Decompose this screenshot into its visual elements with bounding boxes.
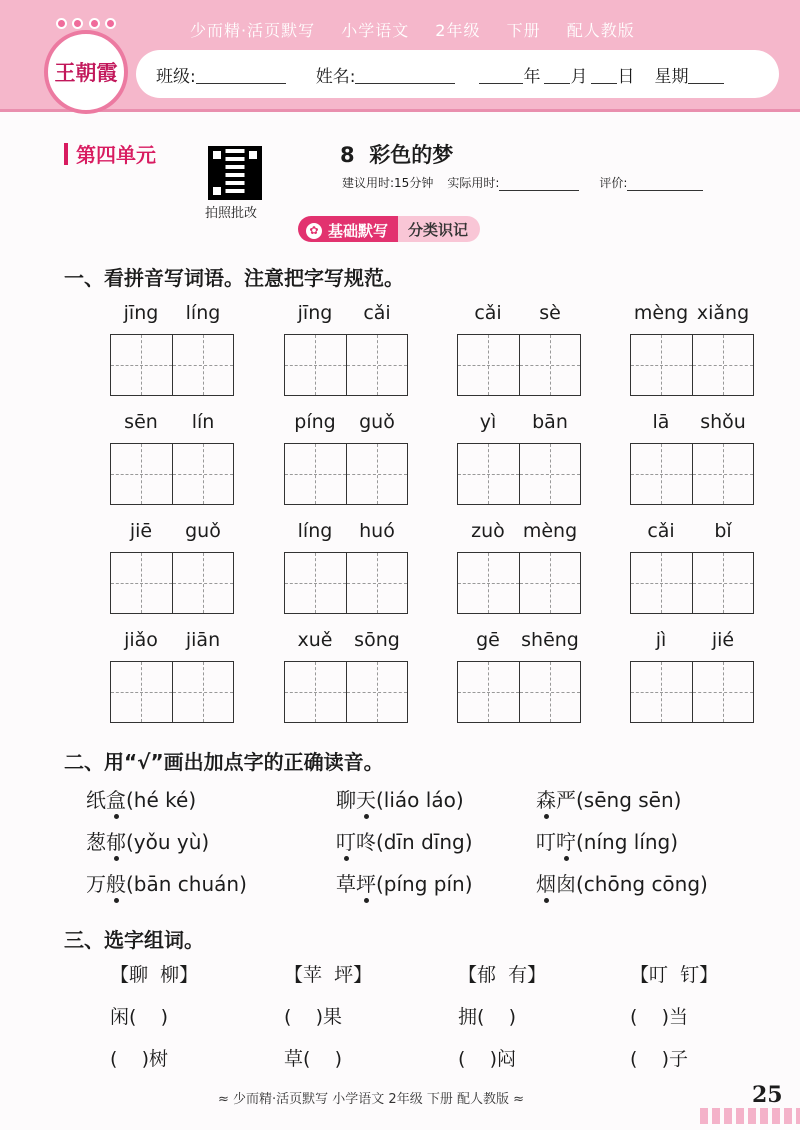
- dotted-character: 森: [536, 784, 556, 813]
- writing-grid: [630, 552, 754, 614]
- tianzige-cell[interactable]: [111, 553, 172, 613]
- pinyin-label: [630, 302, 754, 328]
- dotted-character: 天: [356, 784, 376, 813]
- pinyin-label: [630, 411, 754, 437]
- fill-blank-phrase[interactable]: ( )当: [630, 1006, 688, 1028]
- tianzige-cell[interactable]: [519, 662, 580, 722]
- pinyin-options: (yǒu yù): [126, 830, 210, 854]
- pinyin-label: [284, 411, 408, 437]
- writing-grid: [110, 334, 234, 396]
- tianzige-cell[interactable]: [458, 662, 519, 722]
- tianzige-cell[interactable]: [631, 444, 692, 504]
- tianzige-cell[interactable]: [346, 335, 407, 395]
- tianzige-cell[interactable]: [631, 662, 692, 722]
- word-character: 聊: [336, 788, 356, 812]
- pinyin-syllable: sè: [539, 302, 561, 324]
- month-field[interactable]: [544, 64, 570, 84]
- q2-item[interactable]: [336, 784, 536, 813]
- suggested-time: 建议用时:15分钟: [342, 176, 434, 190]
- time-row: [342, 174, 703, 191]
- writing-grid: [284, 552, 408, 614]
- dotted-character: 盒: [106, 784, 126, 813]
- pinyin-syllable: shǒu: [700, 411, 746, 433]
- pinyin-options: (chōng cōng): [576, 872, 708, 896]
- pinyin-label: [630, 629, 754, 655]
- tianzige-cell[interactable]: [285, 335, 346, 395]
- tianzige-cell[interactable]: [519, 335, 580, 395]
- tianzige-cell[interactable]: [172, 444, 233, 504]
- tianzige-cell[interactable]: [172, 662, 233, 722]
- tianzige-cell[interactable]: [519, 553, 580, 613]
- q2-row: [86, 868, 708, 897]
- unit-title: 第四单元: [64, 139, 156, 168]
- pinyin-options: (hé ké): [126, 788, 197, 812]
- writing-grid: [284, 443, 408, 505]
- pinyin-syllable: jiǎo: [124, 629, 158, 651]
- fill-blank-phrase[interactable]: ( )闷: [458, 1048, 516, 1070]
- pinyin-syllable: bān: [532, 411, 568, 433]
- pinyin-syllable: líng: [185, 302, 221, 324]
- pinyin-word-block: [630, 302, 754, 396]
- day-label: 日: [617, 66, 635, 87]
- actual-time-field[interactable]: [499, 177, 579, 191]
- pinyin-word-block: [630, 411, 754, 505]
- word-character: 叮: [536, 830, 556, 854]
- tianzige-cell[interactable]: [458, 444, 519, 504]
- pinyin-word-block: [457, 629, 581, 723]
- writing-grid: [630, 661, 754, 723]
- dotted-character: 叮: [336, 826, 356, 855]
- actual-time-label: 实际用时:: [447, 176, 500, 190]
- pinyin-label: [284, 302, 408, 328]
- subject: 小学语文: [341, 21, 410, 40]
- pinyin-word-block: [110, 411, 234, 505]
- pinyin-syllable: líng: [297, 520, 333, 542]
- writing-grid: [110, 552, 234, 614]
- pinyin-word-block: [110, 629, 234, 723]
- week-label: 星期: [654, 66, 689, 87]
- pinyin-label: [457, 302, 581, 328]
- section-tag-sub: 分类识记: [398, 216, 480, 242]
- pinyin-word-block: [284, 629, 408, 723]
- writing-grid: [457, 334, 581, 396]
- writing-grid: [457, 661, 581, 723]
- pinyin-label: [630, 520, 754, 546]
- class-label: 班级:: [156, 66, 196, 87]
- lesson-title: [340, 139, 453, 169]
- pinyin-word-block: [110, 520, 234, 614]
- word-character: 万: [86, 872, 106, 896]
- qr-code-icon[interactable]: [208, 146, 262, 200]
- name-label: 姓名:: [315, 66, 356, 87]
- dotted-character: 咛: [556, 826, 576, 855]
- pinyin-word-block: [284, 302, 408, 396]
- tianzige-cell[interactable]: [458, 553, 519, 613]
- section-tag-main: 基础默写: [328, 222, 389, 240]
- tianzige-cell[interactable]: [285, 662, 346, 722]
- pinyin-syllable: jié: [711, 629, 735, 651]
- year-field[interactable]: [479, 64, 523, 84]
- pinyin-label: [284, 520, 408, 546]
- q2-item[interactable]: [86, 784, 336, 813]
- tianzige-cell[interactable]: [111, 335, 172, 395]
- q2-item[interactable]: [536, 826, 678, 855]
- q3-group: [284, 958, 372, 1084]
- pinyin-syllable: lín: [191, 411, 215, 433]
- fill-blank-phrase[interactable]: ( )树: [110, 1048, 168, 1070]
- series-title: 少而精·活页默写: [190, 21, 316, 40]
- footer-wave-decoration: [700, 1108, 800, 1124]
- fill-blank-phrase[interactable]: 草( ): [284, 1048, 342, 1070]
- footer: [0, 1076, 800, 1130]
- pinyin-syllable: sōng: [354, 629, 400, 651]
- pinyin-options: (píng pín): [376, 872, 473, 896]
- pinyin-word-block: [457, 411, 581, 505]
- tianzige-cell[interactable]: [111, 662, 172, 722]
- pinyin-syllable: jì: [655, 629, 667, 651]
- tianzige-cell[interactable]: [346, 553, 407, 613]
- pinyin-syllable: zuò: [471, 520, 505, 542]
- rating-field[interactable]: [627, 177, 703, 191]
- writing-grid: [457, 443, 581, 505]
- header-series-line: [190, 18, 750, 42]
- q2-item[interactable]: [336, 826, 536, 855]
- tianzige-cell[interactable]: [631, 335, 692, 395]
- char-choices: 【苹 坪】: [284, 964, 373, 986]
- pinyin-syllable: lā: [652, 411, 670, 433]
- writing-grid: [457, 552, 581, 614]
- month-label: 月: [570, 66, 588, 87]
- term: 下册: [506, 21, 541, 40]
- pinyin-syllable: jīng: [297, 302, 333, 324]
- tianzige-cell[interactable]: [519, 444, 580, 504]
- lesson-name: 彩色的梦: [369, 143, 454, 167]
- pinyin-syllable: jīng: [123, 302, 159, 324]
- pinyin-label: [284, 629, 408, 655]
- q2-item[interactable]: [336, 868, 536, 897]
- pinyin-syllable: cǎi: [474, 302, 502, 324]
- week-field[interactable]: [688, 64, 724, 84]
- pinyin-word-block: [110, 302, 234, 396]
- dotted-character: 般: [106, 868, 126, 897]
- grade: 2年级: [435, 21, 481, 40]
- writing-grid: [110, 661, 234, 723]
- q2-item[interactable]: [86, 868, 336, 897]
- char-choices: 【郁 有】: [458, 964, 547, 986]
- writing-grid: [284, 661, 408, 723]
- pinyin-syllable: guǒ: [185, 520, 221, 542]
- word-character: 草: [336, 872, 356, 896]
- pinyin-label: [457, 629, 581, 655]
- year-label: 年: [523, 66, 541, 87]
- pinyin-word-block: [284, 411, 408, 505]
- brand-logo: 王朝霞: [44, 30, 128, 114]
- pinyin-syllable: guǒ: [359, 411, 395, 433]
- student-info-strip: [136, 50, 779, 98]
- writing-grid: [630, 443, 754, 505]
- tianzige-cell[interactable]: [111, 444, 172, 504]
- pinyin-options: (dīn dīng): [376, 830, 473, 854]
- writing-grid: [284, 334, 408, 396]
- pinyin-syllable: xuě: [297, 629, 333, 651]
- footer-text: ≈ 少而精·活页默写 小学语文 2年级 下册 配人教版 ≈: [218, 1092, 524, 1107]
- day-field[interactable]: [591, 64, 617, 84]
- pinyin-options: (bān chuán): [126, 872, 247, 896]
- word-character: 咚: [356, 830, 376, 854]
- section-tag: [298, 216, 480, 242]
- pinyin-syllable: cǎi: [647, 520, 675, 542]
- qr-label: 拍照批改: [205, 206, 258, 221]
- pinyin-syllable: jiān: [185, 629, 221, 651]
- char-choices: 【叮 钉】: [630, 964, 719, 986]
- rating-label: 评价:: [599, 176, 628, 190]
- q2-row: [86, 784, 681, 813]
- pinyin-word-block: [457, 520, 581, 614]
- tianzige-cell[interactable]: [631, 553, 692, 613]
- char-choices: 【聊 柳】: [110, 964, 199, 986]
- pinyin-syllable: gē: [476, 629, 500, 651]
- q3-heading: 三、选字组词。: [64, 928, 204, 952]
- fill-blank-phrase[interactable]: 拥( ): [458, 1006, 516, 1028]
- writing-grid: [630, 334, 754, 396]
- q2-item[interactable]: [86, 826, 336, 855]
- tianzige-cell[interactable]: [346, 662, 407, 722]
- pinyin-syllable: píng: [294, 411, 336, 433]
- tianzige-cell[interactable]: [458, 335, 519, 395]
- pinyin-syllable: cǎi: [363, 302, 391, 324]
- lesson-number: 8: [340, 143, 355, 167]
- dotted-character: 坪: [356, 868, 376, 897]
- pinyin-syllable: jiē: [129, 520, 153, 542]
- tianzige-cell[interactable]: [172, 335, 233, 395]
- q2-item[interactable]: [536, 784, 681, 813]
- word-character: 葱: [86, 830, 106, 854]
- q3-group: [458, 958, 546, 1084]
- pinyin-syllable: sēn: [124, 411, 158, 433]
- pinyin-syllable: shēng: [521, 629, 579, 651]
- tianzige-cell[interactable]: [285, 553, 346, 613]
- edition: 配人教版: [566, 21, 635, 40]
- class-field[interactable]: [196, 64, 286, 84]
- pinyin-options: (liáo láo): [376, 788, 464, 812]
- pinyin-syllable: yì: [479, 411, 497, 433]
- fill-blank-phrase[interactable]: 闲( ): [110, 1006, 168, 1028]
- flower-icon: ✿: [306, 223, 322, 239]
- q2-row: [86, 826, 678, 855]
- pinyin-syllable: mèng: [522, 520, 578, 542]
- word-character: 囱: [556, 872, 576, 896]
- pinyin-label: [457, 411, 581, 437]
- writing-grid: [110, 443, 234, 505]
- pinyin-label: [457, 520, 581, 546]
- pinyin-word-block: [630, 520, 754, 614]
- pinyin-label: [110, 629, 234, 655]
- name-field[interactable]: [355, 64, 455, 84]
- pinyin-word-block: [630, 629, 754, 723]
- pinyin-syllable: bǐ: [714, 520, 732, 542]
- tianzige-cell[interactable]: [692, 444, 753, 504]
- q3-group: [630, 958, 718, 1084]
- pinyin-label: [110, 520, 234, 546]
- fill-blank-phrase[interactable]: ( )子: [630, 1048, 688, 1070]
- pinyin-syllable: mèng: [633, 302, 689, 324]
- page-number: 25: [752, 1082, 783, 1108]
- pinyin-options: (sēng sēn): [576, 788, 682, 812]
- q2-heading: 二、用“√”画出加点字的正确读音。: [64, 750, 384, 774]
- pinyin-syllable: xiǎng: [696, 302, 750, 324]
- tianzige-cell[interactable]: [346, 444, 407, 504]
- dotted-character: 烟: [536, 868, 556, 897]
- q3-group: [110, 958, 198, 1084]
- fill-blank-phrase[interactable]: ( )果: [284, 1006, 342, 1028]
- tianzige-cell[interactable]: [692, 335, 753, 395]
- pinyin-label: [110, 302, 234, 328]
- pinyin-label: [110, 411, 234, 437]
- tianzige-cell[interactable]: [172, 553, 233, 613]
- pinyin-word-block: [284, 520, 408, 614]
- word-character: 严: [556, 788, 576, 812]
- pinyin-word-block: [457, 302, 581, 396]
- tianzige-cell[interactable]: [692, 662, 753, 722]
- dotted-character: 郁: [106, 826, 126, 855]
- pinyin-syllable: huó: [359, 520, 395, 542]
- tianzige-cell[interactable]: [285, 444, 346, 504]
- tianzige-cell[interactable]: [692, 553, 753, 613]
- q1-heading: 一、看拼音写词语。注意把字写规范。: [64, 266, 404, 290]
- word-character: 纸: [86, 788, 106, 812]
- pinyin-options: (níng líng): [576, 830, 679, 854]
- q2-item[interactable]: [536, 868, 708, 897]
